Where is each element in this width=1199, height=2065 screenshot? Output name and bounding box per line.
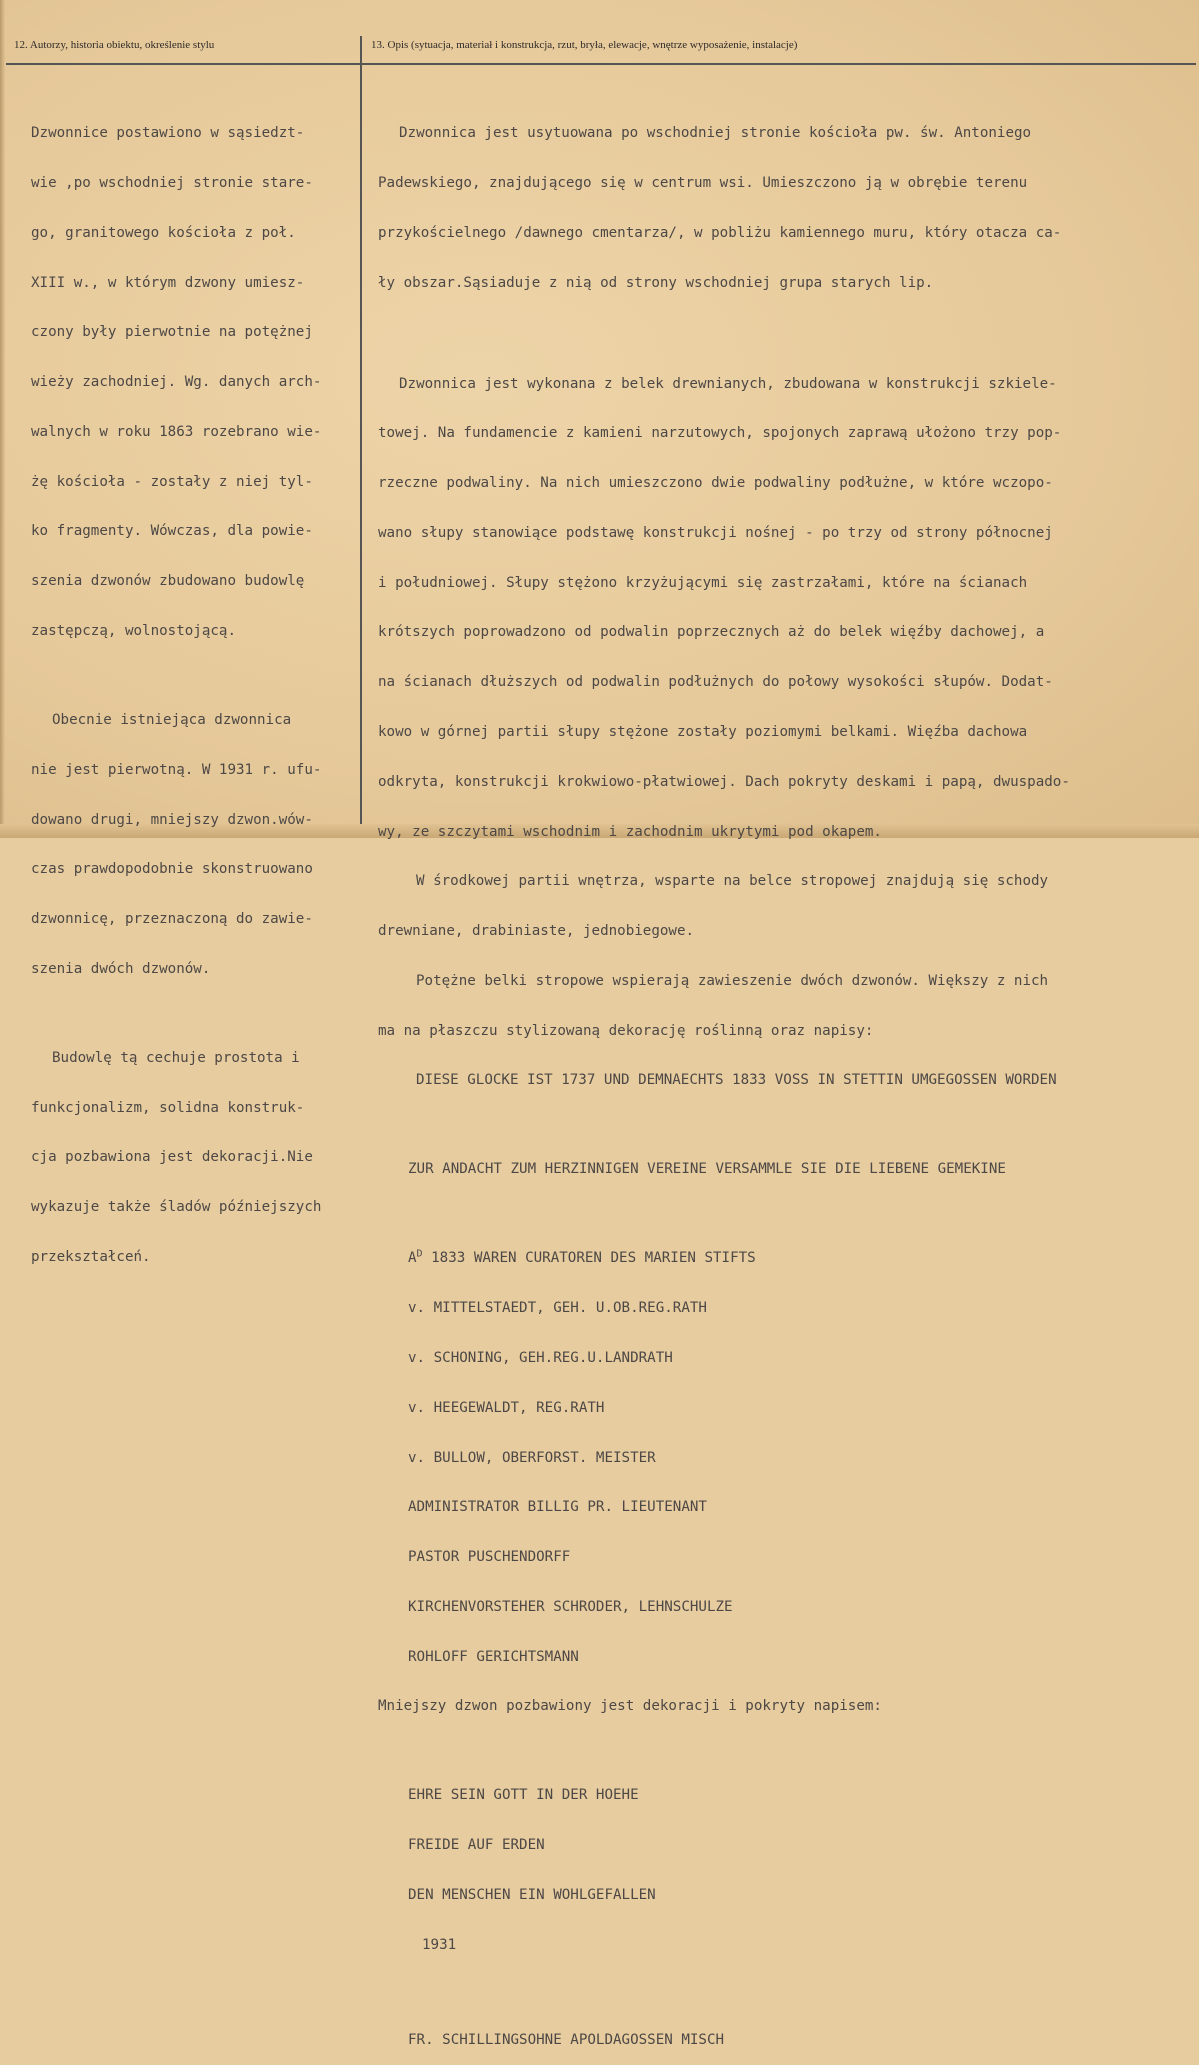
inscription-line: DIESE GLOCKE IST 1737 UND DEMNAECHTS 1833 VOSS IN STETTIN UMGEGOSSEN WORDEN	[416, 1072, 1057, 1089]
inscription-line: ZUR ANDACHT ZUM HERZINNIGEN VEREINE VERSAMMLE SIE DIE LIEBENE GEMEKINE	[408, 1161, 1006, 1178]
text-line: cja pozbawiona jest dekoracji.Nie	[31, 1149, 313, 1166]
curators-heading-line	[378, 1250, 1070, 1267]
curator-line: PASTOR PUSCHENDORFF	[408, 1549, 571, 1566]
text-line: go, granitowego kościoła z poł.	[31, 224, 296, 241]
year-superscript: D	[416, 1248, 423, 1260]
text-line: Obecnie istniejąca dzwonnica	[52, 711, 292, 728]
text-line: dzwonnicę, przeznaczoną do zawie-	[31, 911, 313, 928]
text-line: ko fragmenty. Wówczas, dla powie-	[31, 523, 313, 540]
text-line: wano słupy stanowiące podstawę konstrukcji nośnej - po trzy od strony północnej	[378, 524, 1053, 541]
foundry-line: FR. SCHILLINGSOHNE APOLDAGOSSEN MISCH	[408, 2031, 725, 2048]
text-line: odkryta, konstrukcji krokwiowo-płatwiowej. Dach pokryty deskami i papą, dwuspado-	[378, 773, 1070, 790]
text-line: na ścianach dłuższych od podwalin podłużnych do połowy wysokości słupów. Dodat-	[378, 674, 1053, 691]
curator-line: v. BULLOW, OBERFORST. MEISTER	[408, 1449, 656, 1466]
paper-left-edge	[0, 0, 5, 838]
text-line: wykazuje także śladów późniejszych	[31, 1199, 322, 1216]
text-line: kowo w górnej partii słupy stężone zostały poziomymi belkami. Więźba dachowa	[378, 723, 1028, 740]
text-line: Budowlę tą cechuje prostota i	[52, 1049, 300, 1066]
text-line: czas prawdopodobnie skonstruowano	[31, 861, 313, 878]
text-line: Mniejszy dzwon pozbawiony jest dekoracji i pokryty napisem:	[378, 1698, 882, 1715]
curator-line: KIRCHENVORSTEHER SCHRODER, LEHNSCHULZE	[408, 1598, 733, 1615]
right-section-heading: 13. Opis (sytuacja, materiał i konstrukcja, rzut, bryła, elewacje, wnętrze wyposażenie, instalacje)	[371, 39, 798, 51]
text-line: wieży zachodniej. Wg. danych arch-	[31, 374, 322, 391]
curator-line: ADMINISTRATOR BILLIG PR. LIEUTENANT	[408, 1499, 707, 1516]
header-divider	[6, 63, 1196, 65]
text-line: dowano drugi, mniejszy dzwon.wów-	[31, 811, 313, 828]
text-line: towej. Na fundamencie z kamieni narzutowych, spojonych zaprawą ułożono trzy pop-	[378, 425, 1062, 442]
text-line: XIII w., w którym dzwony umiesz-	[31, 274, 305, 291]
description-column	[378, 92, 1070, 2065]
text-line: żę kościoła - zostały z niej tyl-	[31, 473, 313, 490]
text-line: rzeczne podwaliny. Na nich umieszczono dwie podwaliny podłużne, w które wczopo-	[378, 475, 1053, 492]
text-line: ma na płaszczu stylizowaną dekorację roślinną oraz napisy:	[378, 1022, 874, 1039]
text-line: ły obszar.Sąsiaduje z nią od strony wschodniej grupa starych lip.	[378, 274, 934, 291]
text-line: funkcjonalizm, solidna konstruk-	[31, 1099, 305, 1116]
curator-line: ROHLOFF GERICHTSMANN	[408, 1648, 579, 1665]
year-prefix: A	[408, 1250, 417, 1267]
left-section-heading: 12. Autorzy, historia obiektu, określenie stylu	[14, 39, 215, 51]
text-line: szenia dwóch dzwonów.	[31, 960, 211, 977]
inscription-year: 1931	[422, 1936, 457, 1953]
curator-line: v. SCHONING, GEH.REG.U.LANDRATH	[408, 1349, 673, 1366]
inscription-line: EHRE SEIN GOTT IN DER HOEHE	[408, 1787, 639, 1804]
text-line: W środkowej partii wnętrza, wsparte na belce stropowej znajdują się schody	[416, 873, 1049, 890]
curator-line: v. HEEGEWALDT, REG.RATH	[408, 1399, 605, 1416]
text-line: wie ,po wschodniej stronie stare-	[31, 174, 313, 191]
text-line: krótszych poprowadzono od podwalin poprzecznych aż do belek więźby dachowej, a	[378, 624, 1045, 641]
inscription-line: DEN MENSCHEN EIN WOHLGEFALLEN	[408, 1886, 656, 1903]
text-line: przykościelnego /dawnego cmentarza/, w pobliżu kamiennego muru, który otacza ca-	[378, 224, 1062, 241]
curator-line: v. MITTELSTAEDT, GEH. U.OB.REG.RATH	[408, 1300, 707, 1317]
text-line: Dzwonnice postawiono w sąsiedzt-	[31, 125, 305, 142]
text-line: drewniane, drabiniaste, jednobiegowe.	[378, 923, 695, 940]
history-column	[31, 92, 321, 1282]
text-line: i południowej. Słupy stężono krzyżującymi się zastrzałami, które na ścianach	[378, 574, 1028, 591]
text-line: Dzwonnica jest wykonana z belek drewnianych, zbudowana w konstrukcji szkiele-	[399, 375, 1057, 392]
column-divider	[360, 36, 362, 824]
text-line: nie jest pierwotną. W 1931 r. ufu-	[31, 761, 322, 778]
text-line: szenia dzwonów zbudowano budowlę	[31, 573, 305, 590]
inscription-line: FREIDE AUF ERDEN	[408, 1837, 545, 1854]
text-line: Padewskiego, znajdującego się w centrum wsi. Umieszczono ją w obrębie terenu	[378, 174, 1028, 191]
text-line: przekształceń.	[31, 1248, 151, 1265]
text-line: walnych w roku 1863 rozebrano wie-	[31, 423, 322, 440]
text-line: czony były pierwotnie na potężnej	[31, 324, 313, 341]
text-line: Potężne belki stropowe wspierają zawieszenie dwóch dzwonów. Większy z nich	[416, 972, 1049, 989]
text-line: wy, ze szczytami wschodnim i zachodnim ukrytymi pod okapem.	[378, 823, 882, 840]
curators-heading: 1833 WAREN CURATOREN DES MARIEN STIFTS	[431, 1250, 756, 1267]
text-line: Dzwonnica jest usytuowana po wschodniej stronie kościoła pw. św. Antoniego	[399, 125, 1032, 142]
text-line: zastępczą, wolnostojącą.	[31, 623, 236, 639]
